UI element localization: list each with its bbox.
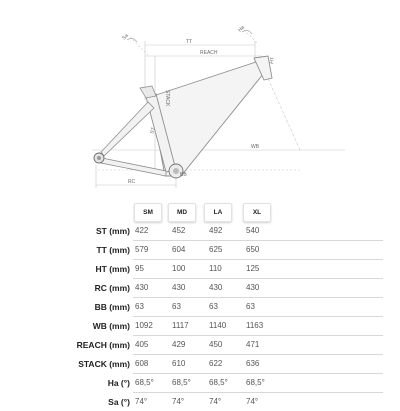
cell-la: 1140 — [209, 321, 227, 330]
table-row-tt — [0, 241, 400, 259]
size-la: LA — [204, 203, 232, 222]
cell-sm: 74° — [135, 397, 148, 406]
table-row-ha — [0, 374, 400, 392]
cell-sm: 422 — [135, 226, 149, 235]
cell-md: 68,5° — [172, 378, 191, 387]
size-xl: XL — [243, 203, 271, 222]
table-row-ht — [0, 260, 400, 278]
row-label: REACH (mm) — [76, 340, 130, 350]
label-tt: TT — [186, 39, 193, 45]
cell-md: 430 — [172, 283, 186, 292]
cell-xl: 540 — [246, 226, 260, 235]
row-label: WB (mm) — [92, 321, 130, 331]
cell-sm: 68,5° — [135, 378, 154, 387]
row-label: Ha (°) — [107, 378, 130, 388]
cell-xl: 74° — [246, 397, 259, 406]
cell-md: 452 — [172, 226, 186, 235]
cell-xl: 1163 — [246, 321, 264, 330]
label-ha: Ha — [237, 24, 246, 34]
label-bb: BB — [180, 172, 187, 178]
row-label: ST (mm) — [96, 226, 130, 236]
cell-md: 100 — [172, 264, 186, 273]
cell-sm: 430 — [135, 283, 149, 292]
cell-xl: 650 — [246, 245, 260, 254]
label-reach: REACH — [200, 50, 218, 56]
cell-md: 604 — [172, 245, 186, 254]
row-label: BB (mm) — [94, 302, 130, 312]
row-label: TT (mm) — [96, 245, 130, 255]
label-sa: Sa — [121, 32, 130, 42]
cell-xl: 636 — [246, 359, 260, 368]
size-md: MD — [168, 203, 196, 222]
cell-xl: 68,5° — [246, 378, 265, 387]
table-row-stack — [0, 355, 400, 373]
cell-md: 63 — [172, 302, 181, 311]
cell-md: 1117 — [172, 321, 189, 330]
cell-xl: 430 — [246, 283, 260, 292]
cell-sm: 405 — [135, 340, 149, 349]
cell-md: 610 — [172, 359, 186, 368]
table-row-sa — [0, 393, 400, 411]
cell-sm: 1092 — [135, 321, 153, 330]
cell-la: 430 — [209, 283, 223, 292]
bike-frame — [94, 56, 272, 178]
table-row-rc — [0, 279, 400, 297]
table-row-reach — [0, 336, 400, 354]
row-label: RC (mm) — [94, 283, 130, 293]
cell-la: 74° — [209, 397, 222, 406]
cell-la: 622 — [209, 359, 223, 368]
cell-la: 68,5° — [209, 378, 228, 387]
cell-sm: 95 — [135, 264, 144, 273]
label-wb: WB — [251, 144, 260, 150]
cell-la: 450 — [209, 340, 223, 349]
cell-md: 429 — [172, 340, 186, 349]
table-row-st — [0, 222, 400, 240]
cell-la: 63 — [209, 302, 218, 311]
label-stack: STACK — [164, 90, 170, 107]
cell-md: 74° — [172, 397, 185, 406]
cell-sm: 608 — [135, 359, 149, 368]
cell-sm: 63 — [135, 302, 144, 311]
size-header-row — [0, 203, 400, 221]
cell-la: 625 — [209, 245, 223, 254]
row-label: HT (mm) — [95, 264, 130, 274]
cell-xl: 471 — [246, 340, 260, 349]
row-label: Sa (°) — [108, 397, 130, 407]
label-st: ST — [149, 126, 158, 135]
table-row-wb — [0, 317, 400, 335]
cell-xl: 125 — [246, 264, 260, 273]
cell-xl: 63 — [246, 302, 255, 311]
frame-geometry-diagram — [0, 0, 400, 200]
table-row-bb — [0, 298, 400, 316]
cell-la: 110 — [209, 264, 222, 273]
label-ht: HT — [269, 56, 277, 65]
cell-la: 492 — [209, 226, 223, 235]
row-label: STACK (mm) — [78, 359, 130, 369]
size-sm: SM — [134, 203, 162, 222]
label-rc: RC — [128, 179, 136, 185]
cell-sm: 579 — [135, 245, 149, 254]
